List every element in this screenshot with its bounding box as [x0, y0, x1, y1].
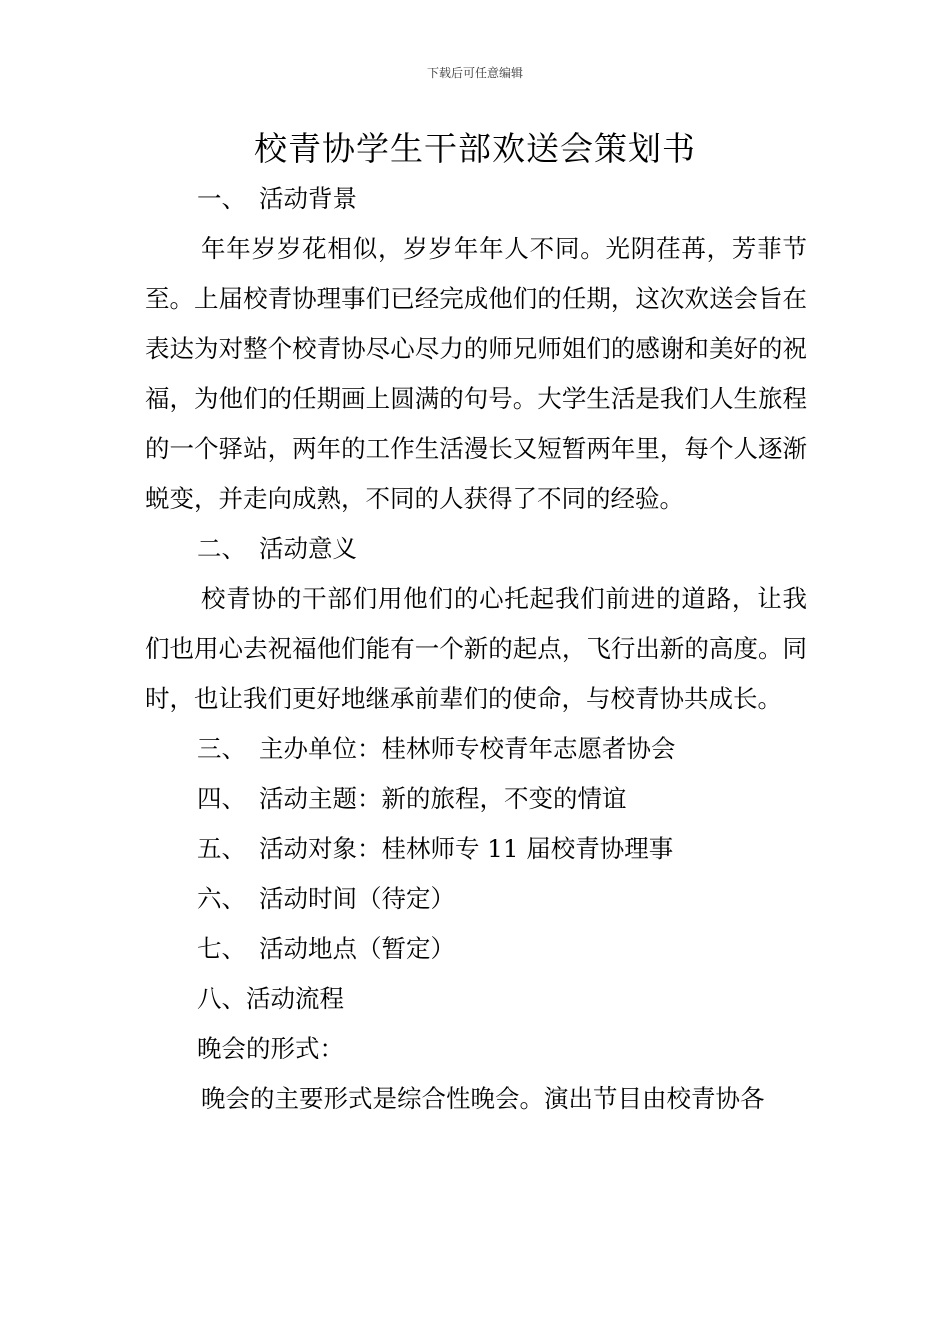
section-number: 三、 — [197, 734, 246, 763]
section-number: 七、 — [197, 934, 246, 963]
page-header-note: 下载后可任意编辑 — [426, 66, 523, 80]
section-number: 一、 — [197, 184, 246, 213]
section-heading-time — [145, 874, 807, 924]
section-label: 活动对象：桂林师专 11 届校青协理事 — [259, 834, 674, 863]
section-heading-significance — [145, 524, 807, 574]
section-number: 六、 — [197, 884, 246, 913]
section-heading-process — [145, 974, 807, 1024]
background-paragraph: 年年岁岁花相似，岁岁年年人不同。光阴荏苒，芳菲节至。上届校青协理事们已经完成他们的任期，这次欢送会旨在表达为对整个校青协尽心尽力的师兄师姐们的感谢和美好的祝福，为他们的任期画上圆满的句号。大学生活是我们人生旅程的一个驿站，两年的工作生活漫长又短暂两年里，每个人逐渐蜕变，并走向成熟，不同的人获得了不同的经验。 — [145, 234, 807, 513]
section-number: 二、 — [197, 534, 246, 563]
section-label: 活动意义 — [259, 534, 357, 563]
section-label: 活动流程 — [246, 984, 344, 1013]
section-heading-location — [145, 924, 807, 974]
section-heading-organizer — [145, 724, 807, 774]
form-label: 晚会的形式： — [197, 1034, 344, 1063]
document-title: 校青协学生干部欢送会策划书 — [254, 129, 696, 168]
document-body — [145, 174, 807, 1124]
section-label: 主办单位：桂林师专校青年志愿者协会 — [259, 734, 676, 763]
section-label: 活动主题：新的旅程，不变的情谊 — [259, 784, 627, 813]
section-heading-theme — [145, 774, 807, 824]
section-number: 八、 — [197, 984, 246, 1013]
section-heading-background — [145, 174, 807, 224]
section-number: 四、 — [197, 784, 246, 813]
section-label: 活动时间（待定） — [259, 884, 455, 913]
section-label: 活动背景 — [259, 184, 357, 213]
section-number: 五、 — [197, 834, 246, 863]
section-label: 活动地点（暂定） — [259, 934, 455, 963]
section-heading-audience — [145, 824, 807, 874]
form-paragraph: 晚会的主要形式是综合性晚会。演出节目由校青协各 — [201, 1084, 765, 1113]
significance-paragraph: 校青协的干部们用他们的心托起我们前进的道路，让我们也用心去祝福他们能有一个新的起点，飞行出新的高度。同时，也让我们更好地继承前辈们的使命，与校青协共成长。 — [145, 584, 807, 713]
